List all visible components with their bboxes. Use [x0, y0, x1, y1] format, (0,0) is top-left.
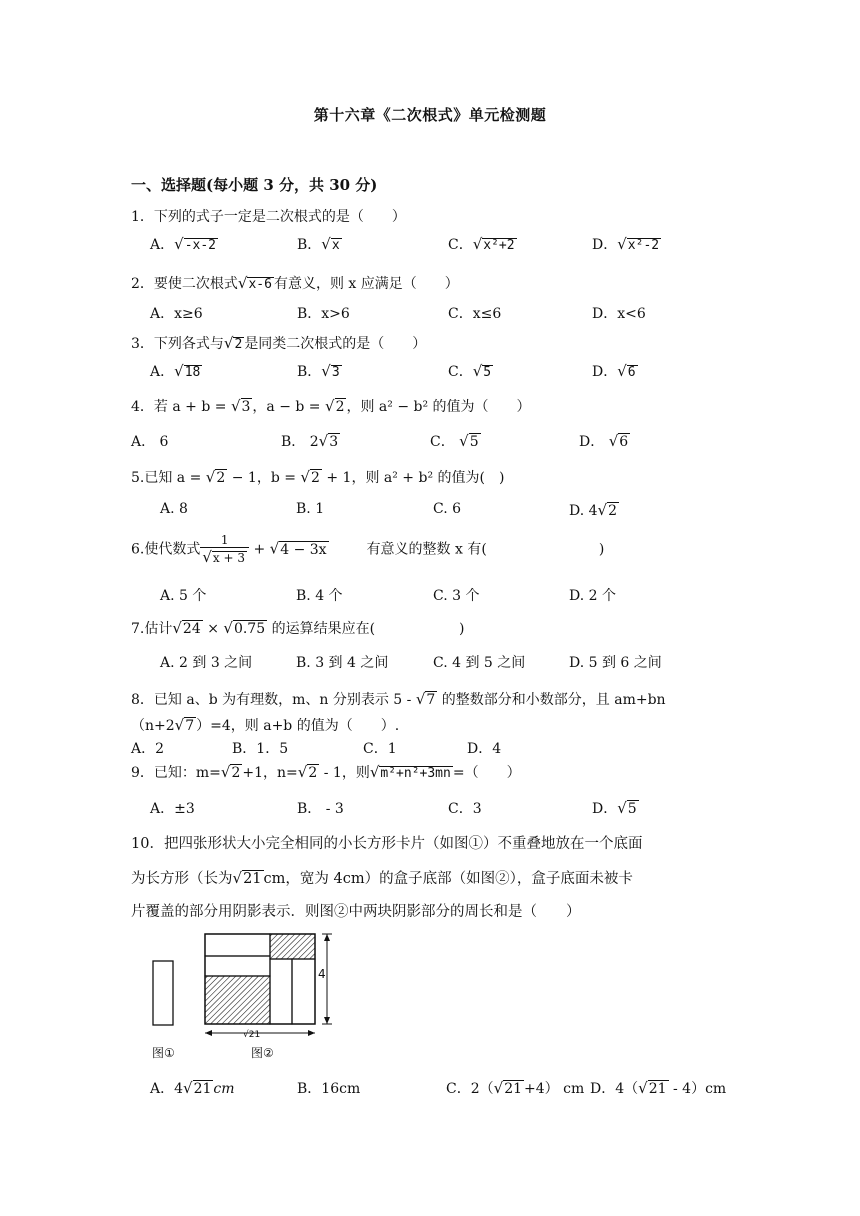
option-b: B． - 3 — [297, 801, 344, 817]
question-1-stem: 1．下列的式子一定是二次根式的是（ ） — [131, 209, 406, 225]
option-d: D. 4√2 — [569, 501, 618, 519]
question-10-stem-line-2: 为长方形（长为√21 cm，宽为 4cm）的盒子底部（如图②），盒子底面未被卡 — [131, 869, 633, 887]
question-7-stem: 7.估计√24 × √0.75 的运算结果应在( ) — [131, 619, 465, 637]
option-c: C. 3 个 — [433, 588, 480, 604]
question-8-stem-line-1: 8．已知 a、b 为有理数，m、n 分别表示 5 - √7 的整数部分和小数部分，且 am+bn — [131, 690, 666, 708]
option-a: A． 6 — [131, 434, 169, 450]
option-c: C. 6 — [433, 501, 462, 517]
option-c: C．√x²+2 — [448, 235, 515, 253]
question-4-stem: 4．若 a + b = √3 ，a − b = √2 ，则 a² − b² 的值为（ ） — [131, 397, 531, 415]
option-a: A．±3 — [150, 801, 195, 817]
option-c: C．x≤6 — [448, 306, 502, 322]
figure-2-height-label: 4 — [318, 967, 326, 981]
question-3-stem: 3．下列各式与√2 是同类二次根式的是（ ） — [131, 334, 427, 352]
option-b: B. 1 — [296, 501, 325, 517]
option-c: C．1 — [363, 741, 397, 757]
figure-2-width-label: √21 — [243, 1030, 261, 1040]
figure-2-label: 图② — [251, 1046, 274, 1060]
question-9-options — [150, 798, 710, 820]
option-d: D．4 — [467, 741, 502, 757]
question-10-options — [150, 1078, 750, 1100]
option-a: A. 8 — [160, 501, 188, 517]
page-title: 第十六章《二次根式》单元检测题 — [313, 106, 547, 124]
fraction: $\frac{1}{√x + 3}$ — [200, 533, 249, 566]
option-b: B．x>6 — [297, 306, 350, 322]
option-c: C． √5 — [430, 432, 479, 450]
option-a: A. 5 个 — [160, 588, 207, 604]
question-5-stem: 5.已知 a = √2 − 1，b = √2 + 1，则 a² + b² 的值为( ) — [131, 468, 505, 486]
question-7-options — [160, 652, 720, 674]
question-9-stem: 9．已知：m=√2 +1，n=√2 - 1，则√m²+n²+3mn =（ ） — [131, 763, 521, 781]
question-10-stem-line-1: 10．把四张形状大小完全相同的小长方形卡片（如图①）不重叠地放在一个底面 — [131, 836, 643, 852]
option-a: A. 2 到 3 之间 — [160, 655, 253, 671]
option-a: A．x≥6 — [150, 306, 203, 322]
option-d: D. 2 个 — [569, 588, 616, 604]
option-d: D．√6 — [592, 362, 636, 380]
question-2-options — [150, 303, 710, 325]
figure-2-box — [195, 926, 345, 1046]
option-a: A．2 — [131, 741, 165, 757]
option-b: B． 2√3 — [281, 432, 339, 450]
question-4-options — [131, 431, 691, 453]
option-b: B. 3 到 4 之间 — [296, 655, 389, 671]
option-d: D． √6 — [579, 432, 629, 450]
section-heading: 一、选择题(每小题 3 分，共 30 分) — [131, 176, 378, 194]
figure-1-label: 图① — [152, 1046, 175, 1060]
option-b: B．√x — [297, 235, 340, 253]
question-3-options — [150, 361, 710, 383]
option-c: C．3 — [448, 801, 482, 817]
option-d: D．√5 — [592, 799, 637, 817]
question-10-stem-line-3: 片覆盖的部分用阴影表示．则图②中两块阴影部分的周长和是（ ） — [131, 904, 581, 920]
question-5-options — [160, 501, 720, 523]
option-c: C. 4 到 5 之间 — [433, 655, 526, 671]
question-6-options — [160, 585, 720, 607]
question-2-stem: 2．要使二次根式√x-6 有意义，则 x 应满足（ ） — [131, 274, 459, 292]
question-8-stem-line-2: （n+2√7 ）=4，则 a+b 的值为（ ）. — [131, 716, 400, 734]
question-1-options — [150, 234, 710, 256]
option-c: C．√5 — [448, 362, 492, 380]
option-d: D．x<6 — [592, 306, 646, 322]
option-d: D．4（√21 - 4）cm — [590, 1079, 727, 1097]
option-c: C．2（√21 +4） cm — [446, 1079, 585, 1097]
option-a: A．4√21 cm — [150, 1079, 235, 1097]
question-8-options — [131, 738, 691, 760]
figure-1-card — [148, 958, 178, 1028]
option-a: A．√18 — [150, 362, 201, 380]
option-d: D．√x²-2 — [592, 235, 660, 253]
option-b: B．√3 — [297, 362, 340, 380]
option-b: B．1．5 — [232, 741, 289, 757]
question-6-stem: 6.使代数式 $\frac{1}{√x + 3}$ + √4 − 3x 有意义的整数 x 有( ) — [131, 533, 605, 566]
option-a: A．√-x-2 — [150, 235, 216, 253]
option-d: D. 5 到 6 之间 — [569, 655, 662, 671]
option-b: B. 4 个 — [296, 588, 343, 604]
option-b: B．16cm — [297, 1081, 361, 1097]
